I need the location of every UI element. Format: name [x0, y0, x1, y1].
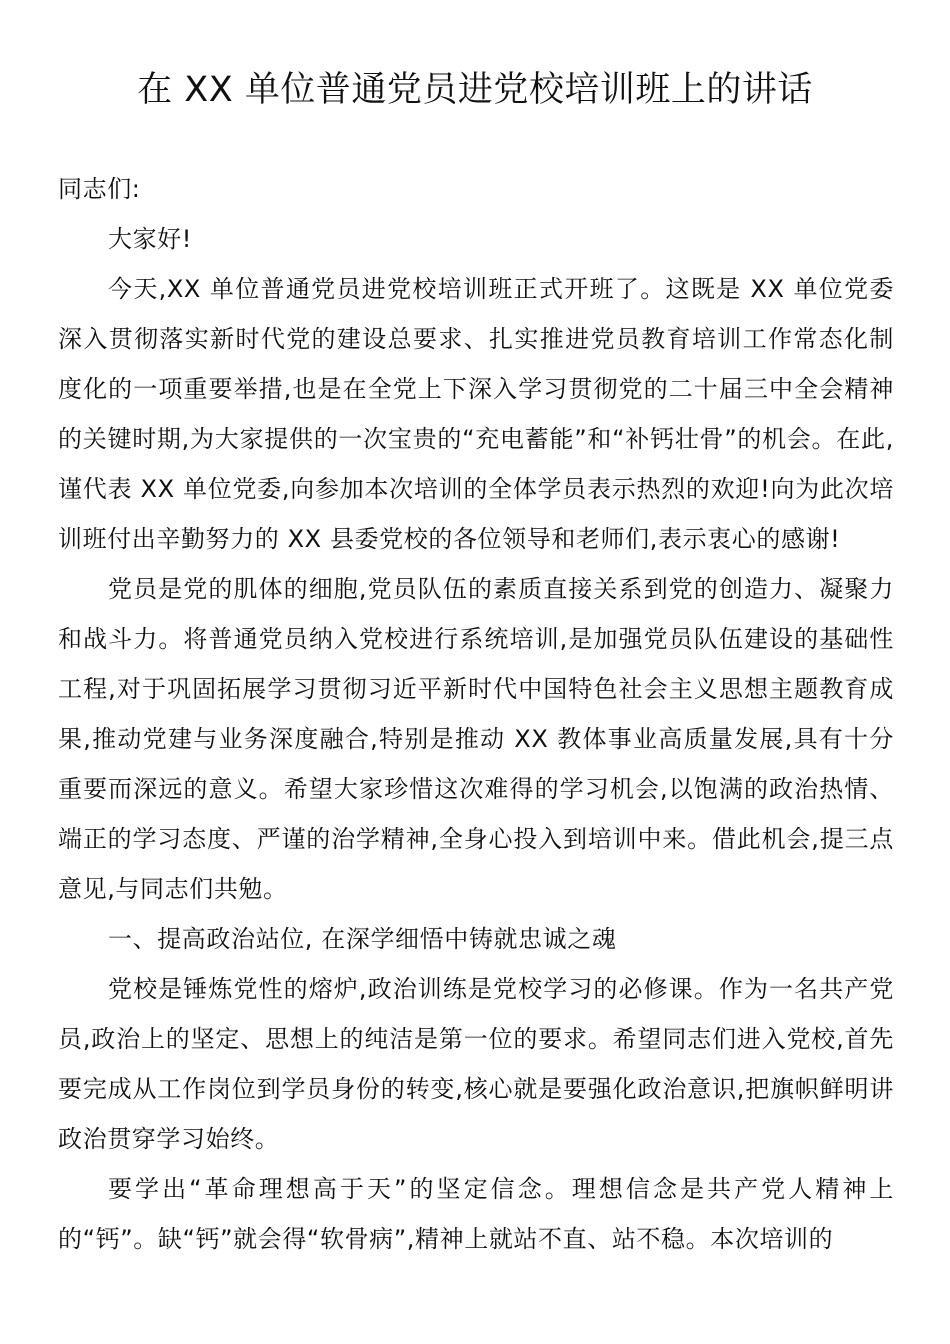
paragraph-opening: 今天,XX 单位普通党员进党校培训班正式开班了。这既是 XX 单位党委深入贯彻落实新时代党的建设总要求、扎实推进党员教育培训工作常态化制度化的一项重要举措,也是在全党上下深入学习贯彻党的二十届三中全会精神的关键时期,为大家提供的一次宝贵的“充电蓄能”和“补钙壮骨”的机会。在此,谨代表 XX 单位党委,向参加本次培训的全体学员表示热烈的欢迎!向为此次培训班付出辛勤努力的 XX 县委党校的各位领导和老师们,表示衷心的感谢!	[58, 275, 894, 553]
paragraph-ideals: 要学出“革命理想高于天”的坚定信念。理想信念是共产党人精神上的“钙”。缺“钙”就会得“软骨病”,精神上就站不直、站不稳。本次培训的	[58, 1175, 894, 1253]
speech-body	[58, 164, 894, 1264]
page-title: 在 XX 单位普通党员进党校培训班上的讲话	[137, 70, 813, 110]
salutation: 同志们:	[58, 175, 141, 203]
paragraph-political-training: 党校是锤炼党性的熔炉,政治训练是党校学习的必修课。作为一名共产党员,政治上的坚定、思想上的纯洁是第一位的要求。希望同志们进入党校,首先要完成从工作岗位到学员身份的转变,核心就是要强化政治意识,把旗帜鲜明讲政治贯穿学习始终。	[58, 975, 894, 1153]
section-heading: 一、提高政治站位, 在深学细悟中铸就忠诚之魂	[108, 925, 617, 953]
paragraph-significance: 党员是党的肌体的细胞,党员队伍的素质直接关系到党的创造力、凝聚力和战斗力。将普通党员纳入党校进行系统培训,是加强党员队伍建设的基础性工程,对于巩固拓展学习贯彻习近平新时代中国特色社会主义思想主题教育成果,推动党建与业务深度融合,特别是推动 XX 教体事业高质量发展,具有十分重要而深远的意义。希望大家珍惜这次难得的学习机会,以饱满的政治热情、端正的学习态度、严谨的治学精神,全身心投入到培训中来。借此机会,提三点意见,与同志们共勉。	[58, 575, 894, 903]
greeting: 大家好!	[108, 225, 193, 253]
